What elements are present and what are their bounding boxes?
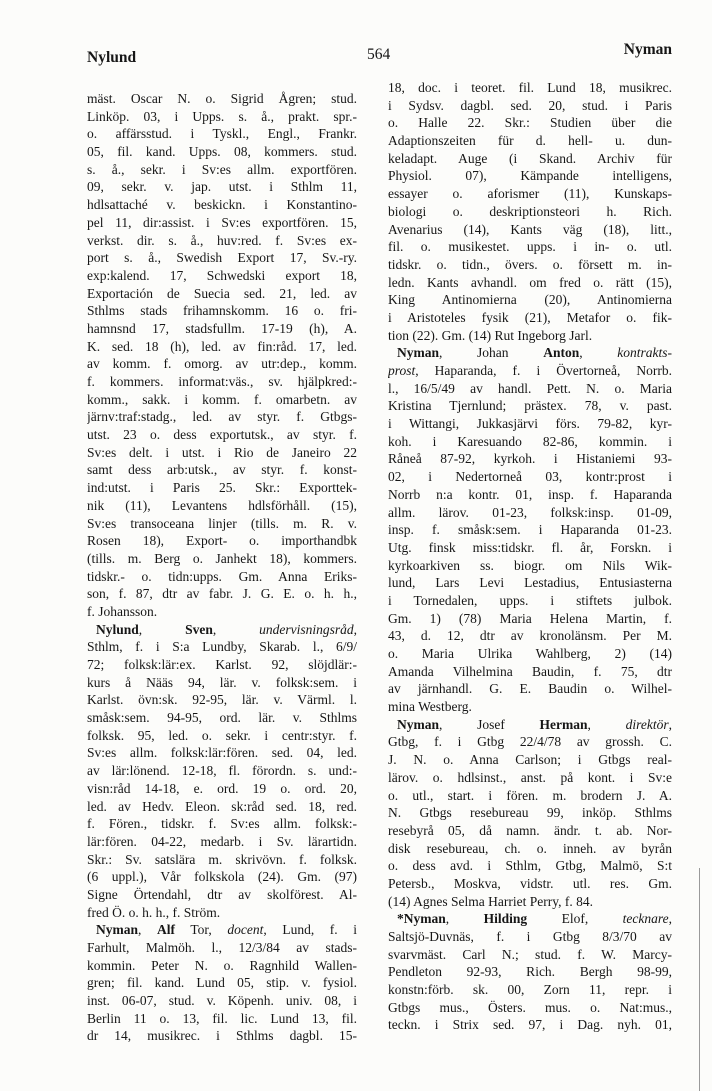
text-line: av järnhandl. G. E. Baudin o. Wilhel- [388,681,672,697]
text-line: (tills. m. Berg o. Janhekt 18), kommers. [87,550,357,566]
text-line: Gtbgs mus., Östers. mus. o. Nat:mus., [388,999,672,1015]
text-line: Linköp. 03, i Upps. s. å., prakt. spr.- [87,108,357,124]
text-line: Sthlm, f. i S:a Lundby, Skarab. l., 6/9/ [87,639,357,655]
text-line: lär:fören. 04-22, medarb. i Sv. lärartidn. [87,833,357,849]
text-line: hdlsattaché v. beskickn. i Konstantino- [87,197,357,213]
text-line: Sthlms stads frihamnskomm. 16 o. fri- [87,303,357,319]
text-line: Physiol. 07), Kämpande intelligens, [388,168,672,184]
text-fragment: , [138,922,157,938]
text-fragment: , Haparanda, f. i Övertorneå, Norrb. [415,363,672,378]
text-line: kyrkoarkiven ss. biogr. om Nils Wik- [388,557,672,573]
text-line: utst. 23 o. dess exportutsk., av styr. f. [87,427,357,443]
text-line: keladapt. Auge (i Skand. Archiv für [388,150,672,166]
text-line: Gm. 1) (78) Maria Helena Martin, f. [388,610,672,626]
text-line: biologi o. deskriptionsteori h. Rich. [388,203,672,219]
text-line: konstn:förb. sk. 00, Zorn 11, repr. i [388,982,672,998]
text-line: Pendleton 92-93, Rich. Bergh 98-99, [388,964,672,980]
text-line: tidskr.- o. tidn:upps. Gm. Anna Eriks- [87,568,357,584]
entry-heading-nyman-hilding [388,910,672,928]
text-line: pel 11, dir:assist. i Sv:es exportfören. 15, [87,214,357,230]
text-line: tion (22). Gm. (14) Rut Ingeborg Jarl. [388,327,593,343]
text-line: av lär:lönend. 12-18, fl. förordn. s. und:- [87,763,357,779]
entry-surname: Nyman [397,345,440,361]
text-line: nik (11), Levantens hdlsförhåll. (15), [87,497,357,513]
entry-title: tecknare [622,911,669,927]
text-line: kommin. Peter N. o. Ragnhild Wallen- [87,957,357,973]
text-line: N. Gtbgs resebureau 99, inköp. Sthlms [388,805,672,821]
text-line: Berlin 11 o. 13, fil. lic. Lund 13, fil. [87,1010,357,1026]
text-line: gren; fil. kand. Lund 05, stip. v. fysiol. [87,975,357,991]
text-line: i Sydsv. dagbl. sed. 20, stud. i Paris [388,97,672,113]
entry-title: prost [388,363,416,378]
text-line: f. Fören., tidskr. f. Sv:es allm. folksk:- [87,816,357,832]
entry-title: kontrakts- [617,345,672,361]
text-line: 43, d. 12, dtr av kronolänsm. Per M. [388,628,672,644]
text-line: (14) Agnes Selma Harriet Perry, f. 84. [388,893,593,909]
text-line: folksk. 95, led. o. sekr. i centr:styr. f. [87,727,357,743]
text-fragment: , Lund, f. i [263,922,357,938]
entry-surname: Nylund [96,621,139,637]
text-line: teckn. i Strix sed. 97, i Dag. nyh. 01, [388,1017,672,1033]
text-line: Adaptionszeiten für d. hell- u. dun- [388,133,672,149]
text-fragment: Elof, [527,911,623,927]
text-fragment: , Josef [439,716,540,732]
text-line: dr 14, musikrec. i Sthlms dagbl. 15- [87,1028,357,1044]
text-line: allm. lärov. 01-23, folksk:insp. 01-09, [388,504,672,520]
text-line: disk resebureau, ch. o. inneh. av byrån [388,840,672,856]
text-fragment: , Johan [439,345,544,361]
text-line: Avenarius (14), Kants väg (18), litt., [388,221,672,237]
entry-surname: Nyman [96,922,139,938]
text-line: fred Ö. o. h. h., f. Ström. [87,904,221,920]
text-line: Rosen 18), Export- o. importhandbk [87,533,357,549]
text-fragment: , [587,716,626,732]
right-column [388,79,672,1034]
text-line: 05, fil. kand. Upps. 08, kommers. stud. [87,144,357,160]
entry-given-name: Alf [157,922,175,938]
text-line: ledn. Kants avhandl. om fred o. rätt (15), [388,274,672,290]
text-line: Sv:es transoceana linjer (tills. m. R. v. [87,515,357,531]
text-line: l., 16/5/49 av handl. Pett. N. o. Maria [388,380,672,396]
text-line: 72; folksk:lär:ex. Karlst. 92, slöjdlär:- [87,657,357,672]
entry-surname: Nyman [397,716,440,732]
text-line: exp:kalend. 17, Schwedski export 18, [87,267,357,283]
text-line: kurs å Nääs 94, lär. v. folksk:sem. i [87,674,357,690]
text-line: visn:råd 14-18, e. ord. 19 o. ord. 20, [87,780,357,796]
text-line: Kristina Tjernlund; prästex. 78, v. past. [388,398,672,414]
text-line: Norrb n:a kontr. 01, insp. f. Haparanda [388,486,672,502]
text-line: komm., sakk. i komm. f. omarbetn. av [87,391,357,407]
text-line: Exportación de Suecia sed. 21, led. av [87,285,357,301]
text-line: King Antinomierna (20), Antinomierna [388,292,672,308]
entry-surname: *Nyman [397,911,446,927]
text-line: mäst. Oscar N. o. Sigrid Ågren; stud. [87,91,357,106]
text-line: o. Maria Ulrika Wahlberg, 2) (14) [388,646,672,661]
text-fragment: Tor, [175,922,228,938]
text-line: Amanda Vilhelmina Baudin, f. 75, dtr [388,663,672,679]
entry-title: docent [227,922,264,938]
text-line: inst. 06-07, stud. v. Köpenh. univ. 08, i [87,993,357,1009]
text-line: Gtbg, f. i Gtbg 22/4/78 av grossh. C. [388,734,672,750]
entry-heading-nyman-josef-herman [388,716,672,734]
text-line: i Aristoteles fysik (21), Metafor o. fik- [388,309,672,325]
entry-given-name: Hilding [483,911,528,927]
scan-edge-line [699,868,700,1091]
entry-heading-nylund-sven [87,621,357,639]
text-line: mina Westberg. [388,699,472,715]
text-line: i Wittangi, Jukkasjärvi förs. 79-82, kyr- [388,416,672,432]
entry-title: undervisningsråd [259,621,354,637]
text-fragment: , [138,621,186,637]
text-line: 02, i Nedertorneå 03, kontr:prost i [388,469,672,485]
entry-heading-nyman-johan-anton [388,344,672,362]
entry-heading-nyman-alf [87,921,357,939]
text-line: 18, doc. i teoret. fil. Lund 18, musikrec. [388,80,672,95]
text-line: o. utl., start. i fören. m. brodern J. A. [388,787,672,803]
text-line: hamnsnd 17, stadsfullm. 17-19 (h), A. [87,320,357,336]
text-line: 09, sekr. v. jap. utst. i Sthlm 11, [87,179,357,195]
text-line: son, f. 87, dtr av fabr. J. G. E. o. h. h., [87,586,357,602]
text-line: Karlst. övn:sk. 92-95, lär. v. Värml. l. [87,692,357,708]
text-line: samt dess arb:utsk., av styr. f. konst- [87,462,357,478]
text-line: Signe Örtendahl, dtr av skolförest. Al- [87,886,357,902]
text-line: essayer o. aforismer (11), Kunskaps- [388,186,672,202]
text-line: Petersb., Moskva, vidstr. utl. res. Gm. [388,875,672,891]
text-line: o. dess avd. i Sthlm, Gtbg, Malmö, S:t [388,858,672,874]
text-line: s. å., sekr. i Sv:es allm. exportfören. [87,161,357,177]
text-line: o. Halle 22. Skr.: Studien über die [388,115,672,131]
entry-given-name: Anton [543,345,580,361]
text-line: i Tornedalen, upps. i stiftets julbok. [388,592,672,608]
text-fragment: , [353,621,357,637]
text-line: tidskr. o. tidn., övers. o. försett m. in- [388,256,672,272]
entry-given-name: Herman [539,716,588,732]
text-line: av komm. f. omorg. av utr:dep., komm. [87,356,357,372]
running-head-right: Nyman [623,41,672,58]
text-fragment: , [668,911,672,927]
text-line: J. N. o. Anna Carlson; i Gtbgs real- [388,752,672,768]
text-line: Skr.: Sv. satslära m. skrivövn. f. folksk. [87,851,357,867]
text-line: ind:utst. i Paris 25. Skr.: Exporttek- [87,480,357,496]
text-line: led. av Hedv. Eleon. sk:råd sed. 18, red. [87,798,357,814]
text-line: o. affärsstud. i Tyskl., Engl., Frankr. [87,126,357,142]
text-line [388,362,672,380]
text-fragment: , [212,621,260,637]
text-line: port s. å., Swedish Export 17, Sv.-ry. [87,250,357,266]
text-fragment: , [579,345,618,361]
text-line: fil. o. musikestet. upps. i in- o. utl. [388,239,672,255]
running-head-left: Nylund [87,49,137,66]
text-line: lärov. o. hdlsinst., anst. på kont. i Sv:e [388,769,672,785]
text-line: Saltsjö-Duvnäs, f. i Gtbg 8/3/70 av [388,929,672,944]
text-line: Sv:es delt. i utst. i Rio de Janeiro 22 [87,444,357,460]
text-line: K. sed. 18 (h), led. av fin:råd. 17, led. [87,338,357,354]
text-line: f. kommers. informat:väs., sv. hjälpkred:- [87,374,357,389]
entry-given-name: Sven [185,621,213,637]
text-fragment: , [445,911,484,927]
text-line: Sv:es allm. folksk:lär:fören. sed. 04, led. [87,745,357,761]
page-number: 564 [367,46,391,63]
text-line: småsk:sem. 94-95, ord. lär. v. Sthlms [87,710,357,726]
text-line: Utg. finsk miss:tidskr. fl. år, Forskn. i [388,539,672,555]
entry-title: direktör [625,716,669,732]
text-line: f. Johansson. [87,603,158,619]
left-column [87,90,357,1045]
text-line: lund, Lars Levi Lestadius, Entusiasterna [388,575,672,591]
text-line: järnv:traf:stadg., led. av styr. f. Gtbgs- [87,409,357,425]
text-line: koh. i Karesuando 82-86, kommin. i [388,433,672,449]
text-fragment: , [668,716,672,732]
text-line: Råneå 87-92, kyrkoh. i Histaniemi 93- [388,451,672,467]
text-line: verkst. dir. s. å., huv:red. f. Sv:es ex- [87,232,357,248]
text-line: svarvmäst. Carl N.; stud. f. W. Marcy- [388,946,672,962]
text-line: Farhult, Malmöh. l., 12/3/84 av stads- [87,940,357,955]
text-line: resebyrå 05, då namn. ändr. t. ab. Nor- [388,822,672,838]
text-line: (6 uppl.), Vår folkskola (24). Gm. (97) [87,869,357,885]
text-line: insp. f. småsk:sem. i Haparanda 01-23. [388,522,672,538]
